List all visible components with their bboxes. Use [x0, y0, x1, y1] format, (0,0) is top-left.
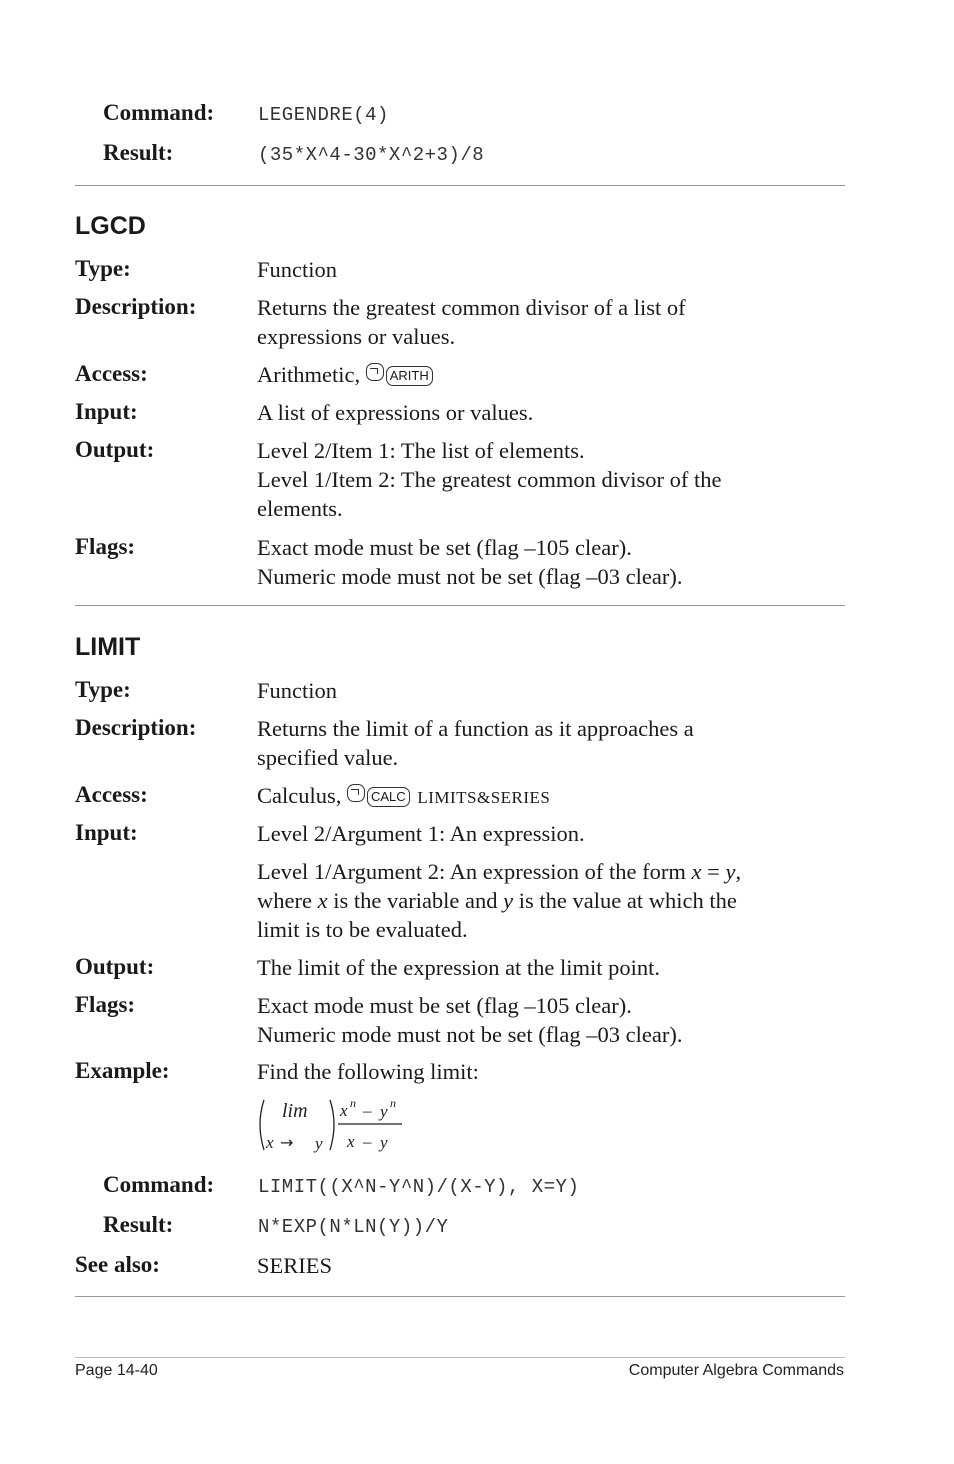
command-value: LEGENDRE(4) [258, 104, 389, 126]
denominator-x: x [347, 1132, 355, 1151]
command-label: Command: [103, 100, 215, 125]
output-line: Level 1/Item 2: The greatest common divisor of the [257, 467, 722, 492]
description-line: expressions or values. [257, 324, 456, 349]
output-label: Output: [75, 437, 155, 462]
result-label: Result: [103, 1212, 174, 1237]
arrow-icon: → [280, 1133, 294, 1152]
numerator-y: y [380, 1102, 388, 1121]
flags-text [257, 533, 683, 591]
type-value: Function [257, 678, 338, 703]
divider [75, 605, 845, 606]
output-label: Output: [75, 954, 155, 979]
divider [75, 185, 845, 186]
input-line: Level 1/Argument 2: An expression of the form x = y, [257, 859, 742, 884]
output-value: The limit of the expression at the limit point. [257, 955, 661, 980]
result-value: (35*X^4-30*X^2+3)/8 [258, 144, 485, 166]
output-line: Level 2/Item 1: The list of elements. [257, 438, 585, 463]
access-text: Calculus, [257, 783, 342, 808]
description-text [257, 293, 686, 351]
left-shift-key-icon [347, 784, 365, 802]
example-label: Example: [75, 1058, 170, 1083]
input-line: limit is to be evaluated. [257, 917, 468, 942]
description-label: Description: [75, 294, 197, 319]
numerator-minus: – [363, 1101, 372, 1120]
description-line: Returns the limit of a function as it approaches a [257, 716, 694, 741]
flags-label: Flags: [75, 534, 136, 559]
input-line: where x is the variable and y is the value at which the [257, 888, 737, 913]
divider [75, 1296, 845, 1297]
limit-formula [254, 1092, 424, 1160]
example-value: Find the following limit: [257, 1059, 479, 1084]
numerator-x: x [340, 1101, 348, 1120]
numerator-exp-n: n [390, 1096, 396, 1110]
result-value: N*EXP(N*LN(Y))/Y [258, 1216, 449, 1238]
see-also-value: SERIES [257, 1253, 333, 1278]
command-value: LIMIT((X^N-Y^N)/(X-Y), X=Y) [258, 1176, 580, 1198]
sub-x: x [266, 1133, 274, 1152]
output-text [257, 436, 721, 523]
flags-line: Numeric mode must not be set (flag –03 clear). [257, 564, 683, 589]
description-line: specified value. [257, 745, 399, 770]
description-text [257, 714, 694, 772]
footer-rule [75, 1357, 845, 1358]
result-label: Result: [103, 140, 174, 165]
flags-label: Flags: [75, 992, 136, 1017]
flags-line: Exact mode must be set (flag –105 clear). [257, 535, 632, 560]
input-text [257, 857, 741, 944]
arith-key: ARITH [386, 366, 433, 386]
flags-line: Exact mode must be set (flag –105 clear). [257, 993, 632, 1018]
left-shift-key-icon [366, 363, 384, 381]
type-value: Function [257, 257, 338, 282]
input-value: A list of expressions or values. [257, 400, 534, 425]
denominator-minus: – [363, 1132, 372, 1151]
flags-line: Numeric mode must not be set (flag –03 clear). [257, 1022, 683, 1047]
flags-text [257, 991, 683, 1049]
section-heading-lgcd: LGCD [75, 212, 146, 240]
access-value [257, 360, 435, 389]
menu-name: LIMITS&SERIES [417, 788, 551, 807]
denominator-y: y [380, 1133, 388, 1152]
type-label: Type: [75, 677, 131, 702]
access-value [257, 781, 550, 812]
input-line: Level 2/Argument 1: An expression. [257, 821, 585, 846]
see-also-label: See also: [75, 1252, 160, 1277]
access-label: Access: [75, 361, 148, 386]
command-label: Command: [103, 1172, 215, 1197]
description-line: Returns the greatest common divisor of a list of [257, 295, 686, 320]
right-paren [330, 1100, 334, 1150]
description-label: Description: [75, 715, 197, 740]
access-text: Arithmetic, [257, 362, 361, 387]
access-label: Access: [75, 782, 148, 807]
section-heading-limit: LIMIT [75, 633, 141, 661]
input-label: Input: [75, 820, 138, 845]
sub-y: y [315, 1134, 323, 1153]
input-label: Input: [75, 399, 138, 424]
output-line: elements. [257, 496, 343, 521]
numerator-exp-n: n [350, 1096, 356, 1110]
left-paren [260, 1100, 264, 1150]
calc-key: CALC [367, 787, 410, 807]
type-label: Type: [75, 256, 131, 281]
lim-text: lim [282, 1100, 308, 1122]
chapter-title: Computer Algebra Commands [628, 1362, 844, 1379]
page-number: Page 14-40 [75, 1362, 158, 1379]
